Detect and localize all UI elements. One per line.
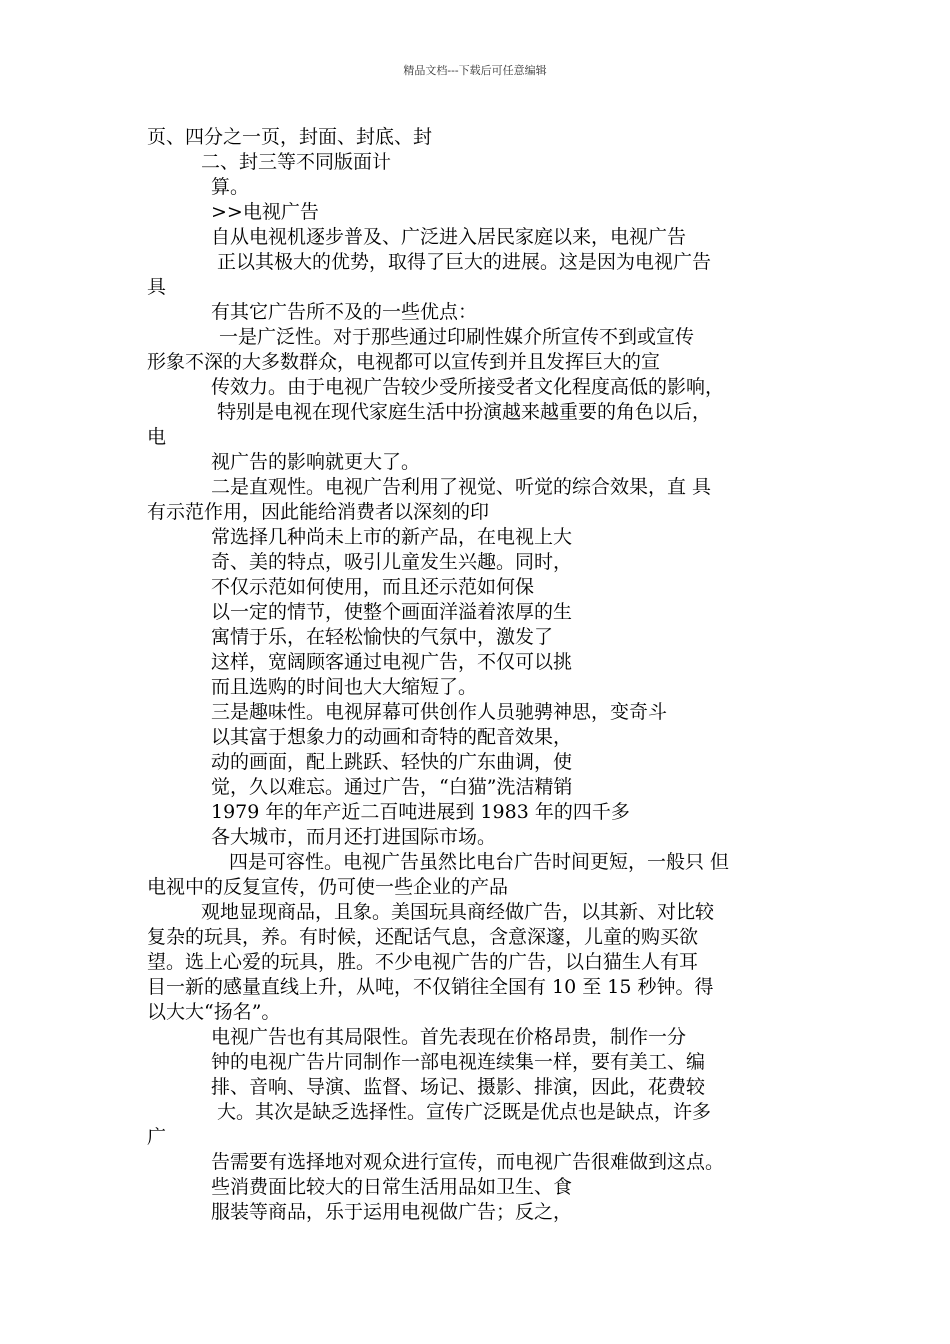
text-line: 观地显现商品，且象。美国玩具商经做广告，以其新、对比较 [201,901,715,923]
text-line: 这样，宽阔顾客通过电视广告，不仅可以挑 [211,651,573,673]
text-line: 而且选购的时间也大大缩短了。 [211,676,478,698]
text-line: 正以其极大的优势，取得了巨大的进展。这是因为电视广告 [217,251,712,273]
text-line: 广 [147,1126,167,1148]
text-line: 一是广泛性。对于那些通过印刷性媒介所宣传不到或宣传 [219,326,695,348]
text-line: 以一定的情节，使整个画面洋溢着浓厚的生 [211,601,573,623]
text-line: 以大大“扬名”。 [147,1001,281,1023]
text-line: 各大城市，而月还打进国际市场。 [211,826,497,848]
text-line: 动的画面，配上跳跃、轻快的广东曲调，使 [211,751,573,773]
text-line: 大。其次是缺乏选择性。宣传广泛既是优点也是缺点，许多 [217,1101,712,1123]
text-line: 有其它广告所不及的一些优点： [211,301,478,323]
text-line: 复杂的玩具，养。有时候，还配话气息，含意深邃，儿童的购买欲 [147,926,699,948]
text-line: 排、音响、导演、监督、场记、摄影、排演，因此，花费较 [211,1076,706,1098]
text-line: 电 [147,426,167,448]
text-line: 不仅示范如何使用，而且还示范如何保 [211,576,535,598]
text-line: 特别是电视在现代家庭生活中扮演越来越重要的角色以后， [217,401,712,423]
text-line: 钟的电视广告片同制作一部电视连续集一样，要有美工、编 [211,1051,706,1073]
text-line: 有示范作用，因此能给消费者以深刻的印 [147,501,490,523]
text-line: 奇、美的特点，吸引儿童发生兴趣。同时， [211,551,573,573]
text-line: 常选择几种尚未上市的新产品，在电视上大 [211,526,573,548]
text-line: 告需要有选择地对观众进行宣传，而电视广告很难做到这点。 [211,1151,725,1173]
text-line: 算。 [211,176,250,198]
text-line: 寓情于乐，在轻松愉快的气氛中，激发了 [211,626,554,648]
text-line: 1979 年的年产近二百吨进展到 1983 年的四千多 [211,801,630,823]
text-line: 些消费面比较大的日常生活用品如卫生、食 [211,1176,573,1198]
text-line: 四是可容性。电视广告虽然比电台广告时间更短，一般只 但 [229,851,730,873]
text-line: 自从电视机逐步普及、广泛进入居民家庭以来，电视广告 [211,226,687,248]
text-line: 传效力。由于电视广告较少受所接受者文化程度高低的影响， [211,376,725,398]
text-line: 二是直观性。电视广告利用了视觉、听觉的综合效果，直 具 [211,476,712,498]
text-line: 目一新的感量直线上升，从吨，不仅销往全国有 10 至 15 秒钟。得 [147,976,714,998]
text-line: 服装等商品，乐于运用电视做广告；反之， [211,1201,573,1223]
text-line: 形象不深的大多数群众，电视都可以宣传到并且发挥巨大的宣 [147,351,661,373]
text-line: 页、四分之一页，封面、封底、封 [147,126,433,148]
text-line: 视广告的影响就更大了。 [211,451,421,473]
text-line: 觉，久以难忘。通过广告，“白猫”洗洁精销 [211,776,573,798]
text-line: 三是趣味性。电视屏幕可供创作人员驰骋神思，变奇斗 [211,701,668,723]
text-line: 以其富于想象力的动画和奇特的配音效果， [211,726,573,748]
text-line: 望。选上心爱的玩具，胜。不少电视广告的广告，以白猫生人有耳 [147,951,699,973]
page-header: 精品文档---下载后可任意编辑 [403,64,547,77]
text-line: >>电视广告 [211,201,319,223]
text-line: 二、封三等不同版面计 [201,151,392,173]
text-line: 电视广告也有其局限性。首先表现在价格昂贵，制作一分 [211,1026,687,1048]
text-line: 具 [147,276,167,298]
text-line: 电视中的反复宣传，仍可使一些企业的产品 [147,876,509,898]
